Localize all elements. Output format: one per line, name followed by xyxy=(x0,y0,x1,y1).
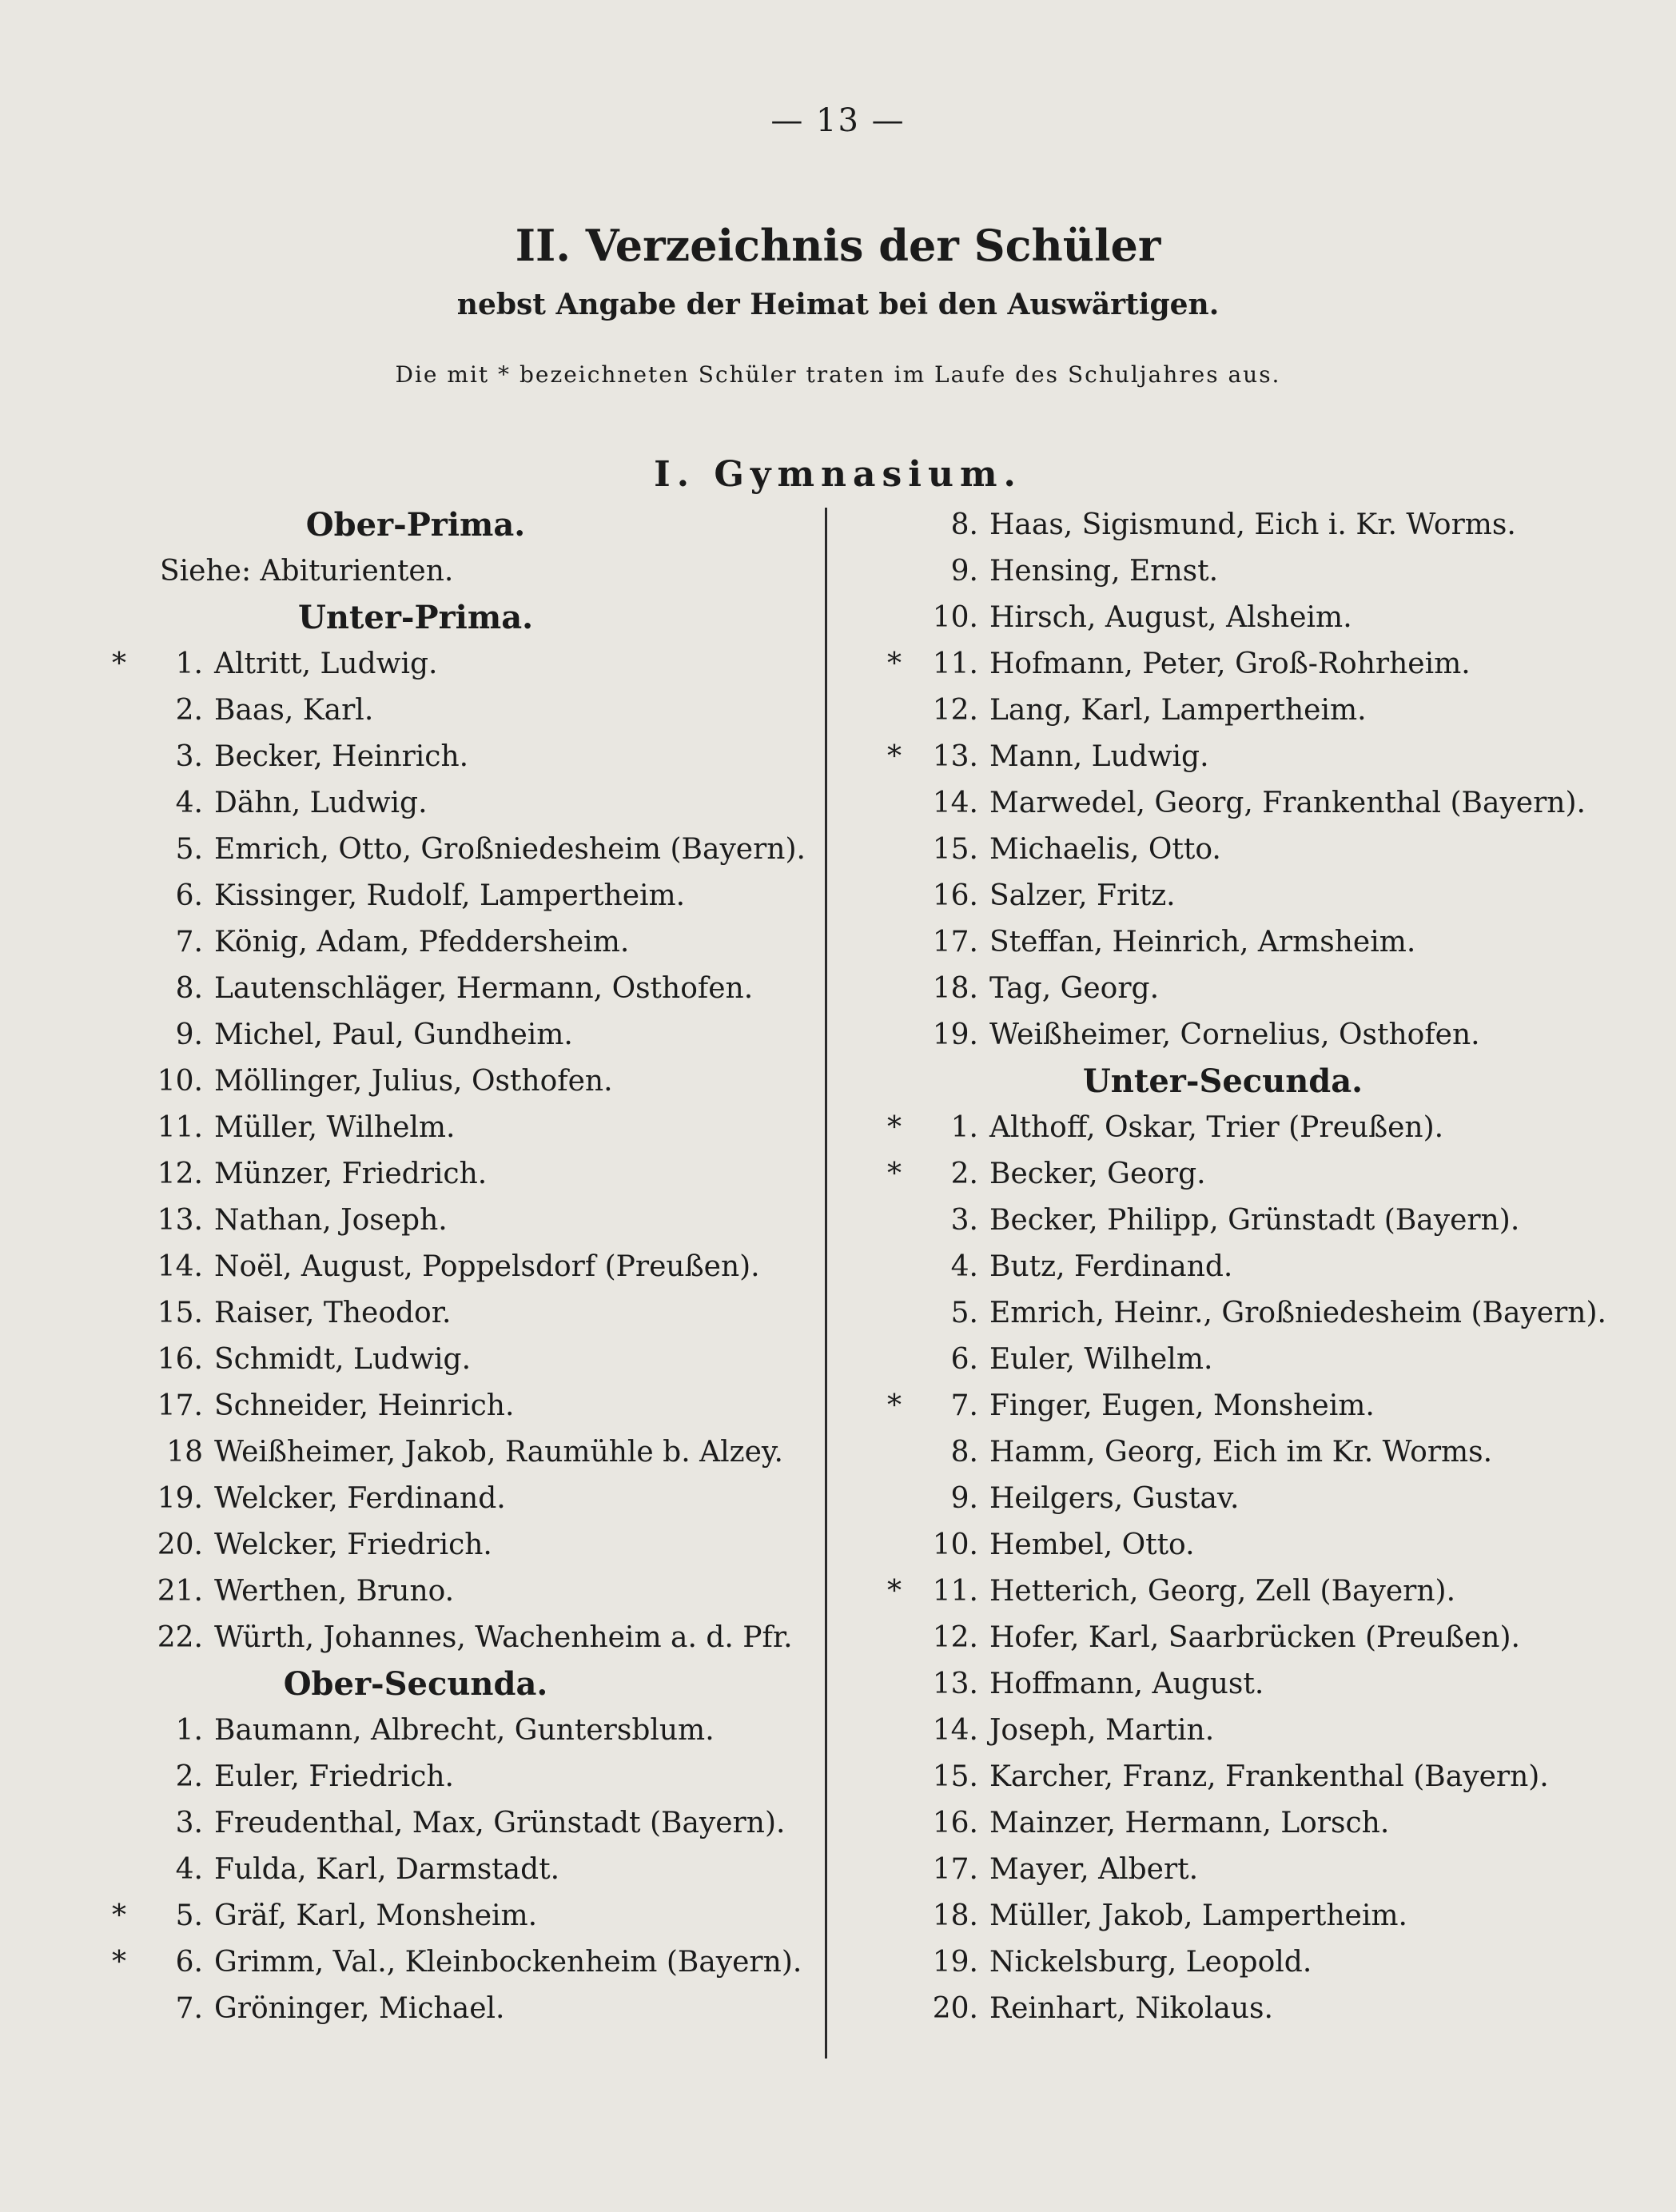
entry-number: 15. xyxy=(932,833,978,866)
entry-number: 8. xyxy=(950,508,978,541)
withdrawn-marker: * xyxy=(887,1158,902,1190)
list-item xyxy=(887,827,1654,873)
student-name: Schmidt, Ludwig. xyxy=(214,1343,472,1376)
student-name: Karcher, Franz, Frankenthal (Bayern). xyxy=(989,1760,1549,1793)
list-item xyxy=(887,1290,1654,1337)
student-name: Gräf, Karl, Monsheim. xyxy=(214,1899,538,1932)
entry-number: 4. xyxy=(950,1250,978,1283)
student-name: Euler, Wilhelm. xyxy=(989,1343,1213,1376)
student-name: Nickelsburg, Leopold. xyxy=(989,1946,1312,1979)
list-item xyxy=(112,1476,815,1522)
entry-number: 12. xyxy=(932,694,978,727)
student-name: Marwedel, Georg, Frankenthal (Bayern). xyxy=(989,787,1586,819)
entry-number: 16. xyxy=(157,1343,203,1376)
entry-number: 3. xyxy=(950,1204,978,1237)
group-heading-ober-secunda: Ober-Secunda. xyxy=(283,1665,548,1703)
student-name: Heilgers, Gustav. xyxy=(989,1482,1240,1515)
list-item xyxy=(887,734,1654,780)
withdrawn-marker: * xyxy=(887,1575,902,1608)
list-item xyxy=(112,1290,815,1337)
student-name: Hensing, Ernst. xyxy=(989,555,1219,588)
student-name: Lautenschläger, Hermann, Osthofen. xyxy=(214,972,754,1005)
entry-number: 17. xyxy=(157,1389,203,1422)
entry-number: 7. xyxy=(175,1992,203,2025)
student-name: Reinhart, Nikolaus. xyxy=(989,1992,1273,2025)
list-item xyxy=(887,1151,1654,1198)
student-name: Schneider, Heinrich. xyxy=(214,1389,515,1422)
list-item xyxy=(887,1986,1654,2032)
list-item xyxy=(887,1105,1654,1151)
entry-number: 14. xyxy=(932,1714,978,1747)
entry-number: 5. xyxy=(950,1297,978,1329)
entry-number: 9. xyxy=(175,1018,203,1051)
entry-number: 10. xyxy=(932,1528,978,1561)
entry-number: 3. xyxy=(175,1807,203,1839)
right-column xyxy=(887,502,1654,2032)
withdrawn-marker: * xyxy=(887,740,902,773)
student-name: Hamm, Georg, Eich im Kr. Worms. xyxy=(989,1436,1493,1469)
list-item xyxy=(112,1708,815,1754)
entry-number: 10. xyxy=(932,601,978,634)
entry-number: 5. xyxy=(175,833,203,866)
entry-number: 22. xyxy=(157,1621,203,1654)
list-item xyxy=(112,1893,815,1939)
entry-number: 17. xyxy=(932,926,978,959)
entry-number: 3. xyxy=(175,740,203,773)
list-ober-secunda xyxy=(112,1708,815,2032)
list-item xyxy=(887,688,1654,734)
student-name: Lang, Karl, Lampertheim. xyxy=(989,694,1367,727)
group-heading-ober-prima: Ober-Prima. xyxy=(305,506,526,544)
student-name: Tag, Georg. xyxy=(989,972,1160,1005)
list-item xyxy=(112,1522,815,1568)
entry-number: 17. xyxy=(932,1853,978,1886)
list-item xyxy=(112,1568,815,1615)
student-name: Becker, Philipp, Grünstadt (Bayern). xyxy=(989,1204,1520,1237)
list-item xyxy=(112,873,815,919)
page-subtitle: nebst Angabe der Heimat bei den Auswärtigen. xyxy=(456,288,1220,321)
student-name: Dähn, Ludwig. xyxy=(214,787,428,819)
entry-number: 20. xyxy=(157,1528,203,1561)
student-name: Hirsch, August, Alsheim. xyxy=(989,601,1352,634)
entry-number: 4. xyxy=(175,787,203,819)
student-name: König, Adam, Pfeddersheim. xyxy=(214,926,630,959)
student-name: Noël, August, Poppelsdorf (Preußen). xyxy=(214,1250,760,1283)
list-ober-secunda-continued xyxy=(887,502,1654,1058)
list-item xyxy=(112,1754,815,1800)
list-item xyxy=(112,688,815,734)
list-item xyxy=(112,1847,815,1893)
student-name: Raiser, Theodor. xyxy=(214,1297,452,1329)
entry-number: 12. xyxy=(932,1621,978,1654)
withdrawn-marker: * xyxy=(112,1946,126,1979)
entry-number: 10. xyxy=(157,1065,203,1098)
list-item xyxy=(112,1012,815,1058)
list-item xyxy=(112,1151,815,1198)
entry-number: 2. xyxy=(175,694,203,727)
entry-number: 5. xyxy=(175,1899,203,1932)
entry-number: 11. xyxy=(932,1575,978,1608)
student-name: Kissinger, Rudolf, Lampertheim. xyxy=(214,879,686,912)
list-item xyxy=(112,734,815,780)
entry-number: 4. xyxy=(175,1853,203,1886)
entry-number: 19. xyxy=(157,1482,203,1515)
list-item xyxy=(112,1800,815,1847)
student-name: Baumann, Albrecht, Guntersblum. xyxy=(214,1714,715,1747)
withdrawn-marker: * xyxy=(112,648,126,680)
student-name: Michaelis, Otto. xyxy=(989,833,1221,866)
entry-number: 6. xyxy=(175,879,203,912)
entry-number: 13. xyxy=(932,740,978,773)
list-item xyxy=(112,919,815,966)
entry-number: 1. xyxy=(950,1111,978,1144)
student-name: Altritt, Ludwig. xyxy=(214,648,438,680)
list-item xyxy=(887,1754,1654,1800)
list-item xyxy=(887,1847,1654,1893)
student-name: Butz, Ferdinand. xyxy=(989,1250,1233,1283)
entry-number: 11. xyxy=(157,1111,203,1144)
list-unter-prima xyxy=(112,641,815,1661)
student-name: Euler, Friedrich. xyxy=(214,1760,454,1793)
student-name: Becker, Georg. xyxy=(989,1158,1206,1190)
list-item xyxy=(887,1337,1654,1383)
list-item xyxy=(887,1012,1654,1058)
entry-number: 15. xyxy=(932,1760,978,1793)
list-item xyxy=(112,1939,815,1986)
student-name: Gröninger, Michael. xyxy=(214,1992,505,2025)
left-column xyxy=(112,502,815,2032)
entry-number: 9. xyxy=(950,555,978,588)
entry-number: 8. xyxy=(950,1436,978,1469)
list-item xyxy=(112,1615,815,1661)
list-item xyxy=(887,1383,1654,1429)
page-title: II. Verzeichnis der Schüler xyxy=(515,220,1161,271)
list-item xyxy=(112,1058,815,1105)
list-item xyxy=(887,966,1654,1012)
student-name: Hofmann, Peter, Groß-Rohrheim. xyxy=(989,648,1471,680)
student-name: Steffan, Heinrich, Armsheim. xyxy=(989,926,1416,959)
entry-number: 6. xyxy=(175,1946,203,1979)
withdrawn-marker: * xyxy=(887,1111,902,1144)
entry-number: 16. xyxy=(932,879,978,912)
list-item xyxy=(112,641,815,688)
page-number: — 13 — xyxy=(770,102,906,139)
entry-number: 1. xyxy=(175,1714,203,1747)
student-name: Emrich, Heinr., Großniedesheim (Bayern). xyxy=(989,1297,1606,1329)
student-name: Münzer, Friedrich. xyxy=(214,1158,488,1190)
list-item xyxy=(112,966,815,1012)
list-item xyxy=(887,1198,1654,1244)
student-name: Mayer, Albert. xyxy=(989,1853,1199,1886)
list-item xyxy=(112,1337,815,1383)
list-item xyxy=(887,1661,1654,1708)
entry-number: 2. xyxy=(950,1158,978,1190)
list-item xyxy=(887,780,1654,827)
list-item xyxy=(887,548,1654,595)
student-name: Mann, Ludwig. xyxy=(989,740,1209,773)
student-name: Mainzer, Hermann, Lorsch. xyxy=(989,1807,1390,1839)
student-name: Müller, Jakob, Lampertheim. xyxy=(989,1899,1407,1932)
list-item xyxy=(887,1708,1654,1754)
student-name: Salzer, Fritz. xyxy=(989,879,1176,912)
list-item xyxy=(112,780,815,827)
list-item xyxy=(887,919,1654,966)
student-name: Nathan, Joseph. xyxy=(214,1204,448,1237)
entry-number: 18. xyxy=(932,972,978,1005)
entry-number: 2. xyxy=(175,1760,203,1793)
entry-number: 7. xyxy=(950,1389,978,1422)
list-item xyxy=(887,1939,1654,1986)
student-name: Müller, Wilhelm. xyxy=(214,1111,456,1144)
student-name: Möllinger, Julius, Osthofen. xyxy=(214,1065,613,1098)
student-name: Emrich, Otto, Großniedesheim (Bayern). xyxy=(214,833,806,866)
student-name: Fulda, Karl, Darmstadt. xyxy=(214,1853,560,1886)
column-divider xyxy=(825,508,827,2059)
student-name: Würth, Johannes, Wachenheim a. d. Pfr. xyxy=(214,1621,793,1654)
entry-number: 9. xyxy=(950,1482,978,1515)
list-item xyxy=(887,1429,1654,1476)
entry-number: 14. xyxy=(157,1250,203,1283)
section-heading: I. Gymnasium. xyxy=(654,454,1022,495)
list-unter-secunda xyxy=(887,1105,1654,2032)
student-name: Hoffmann, August. xyxy=(989,1668,1264,1700)
student-name: Hofer, Karl, Saarbrücken (Preußen). xyxy=(989,1621,1520,1654)
student-name: Werthen, Bruno. xyxy=(214,1575,455,1608)
student-name: Freudenthal, Max, Grünstadt (Bayern). xyxy=(214,1807,786,1839)
withdrawn-marker: * xyxy=(887,1389,902,1422)
list-item xyxy=(112,1383,815,1429)
entry-number: 16. xyxy=(932,1807,978,1839)
student-name: Baas, Karl. xyxy=(214,694,374,727)
group-heading-unter-prima: Unter-Prima. xyxy=(297,599,534,636)
student-name: Becker, Heinrich. xyxy=(214,740,469,773)
entry-number: 1. xyxy=(175,648,203,680)
entry-number: 6. xyxy=(950,1343,978,1376)
list-item xyxy=(887,1476,1654,1522)
list-item xyxy=(887,1800,1654,1847)
entry-number: 11. xyxy=(932,648,978,680)
entry-number: 15. xyxy=(157,1297,203,1329)
list-item xyxy=(112,1105,815,1151)
list-item xyxy=(112,1986,815,2032)
student-name: Hetterich, Georg, Zell (Bayern). xyxy=(989,1575,1456,1608)
student-name: Welcker, Friedrich. xyxy=(214,1528,492,1561)
student-name: Finger, Eugen, Monsheim. xyxy=(989,1389,1375,1422)
student-name: Michel, Paul, Gundheim. xyxy=(214,1018,573,1051)
list-item xyxy=(887,1615,1654,1661)
entry-number: 8. xyxy=(175,972,203,1005)
list-item xyxy=(887,1893,1654,1939)
entry-number: 13. xyxy=(157,1204,203,1237)
list-item xyxy=(112,1198,815,1244)
entry-number: 19. xyxy=(932,1018,978,1051)
student-name: Joseph, Martin. xyxy=(989,1714,1215,1747)
entry-number: 12. xyxy=(157,1158,203,1190)
student-name: Hembel, Otto. xyxy=(989,1528,1195,1561)
ober-prima-reference: Siehe: Abiturienten. xyxy=(160,555,454,588)
entry-number: 19. xyxy=(932,1946,978,1979)
list-item xyxy=(887,1568,1654,1615)
student-name: Grimm, Val., Kleinbockenheim (Bayern). xyxy=(214,1946,802,1979)
group-heading-unter-secunda: Unter-Secunda. xyxy=(1082,1062,1363,1100)
student-name: Weißheimer, Cornelius, Osthofen. xyxy=(989,1018,1480,1051)
entry-number: 7. xyxy=(175,926,203,959)
list-item xyxy=(887,1244,1654,1290)
list-item xyxy=(887,595,1654,641)
list-item xyxy=(112,1244,815,1290)
student-name: Welcker, Ferdinand. xyxy=(214,1482,506,1515)
entry-number: 20. xyxy=(932,1992,978,2025)
student-name: Haas, Sigismund, Eich i. Kr. Worms. xyxy=(989,508,1516,541)
student-name: Althoff, Oskar, Trier (Preußen). xyxy=(989,1111,1444,1144)
entry-number: 21. xyxy=(157,1575,203,1608)
list-item xyxy=(887,1522,1654,1568)
entry-number: 14. xyxy=(932,787,978,819)
list-item xyxy=(887,873,1654,919)
list-item xyxy=(112,827,815,873)
withdrawn-marker: * xyxy=(887,648,902,680)
list-item xyxy=(112,1429,815,1476)
list-item xyxy=(887,502,1654,548)
list-item xyxy=(887,641,1654,688)
withdrawn-marker: * xyxy=(112,1899,126,1932)
entry-number: 18 xyxy=(166,1436,203,1469)
entry-number: 18. xyxy=(932,1899,978,1932)
footnote-legend: Die mit * bezeichneten Schüler traten im Laufe des Schuljahres aus. xyxy=(395,361,1281,388)
entry-number: 13. xyxy=(932,1668,978,1700)
student-name: Weißheimer, Jakob, Raumühle b. Alzey. xyxy=(214,1436,783,1469)
